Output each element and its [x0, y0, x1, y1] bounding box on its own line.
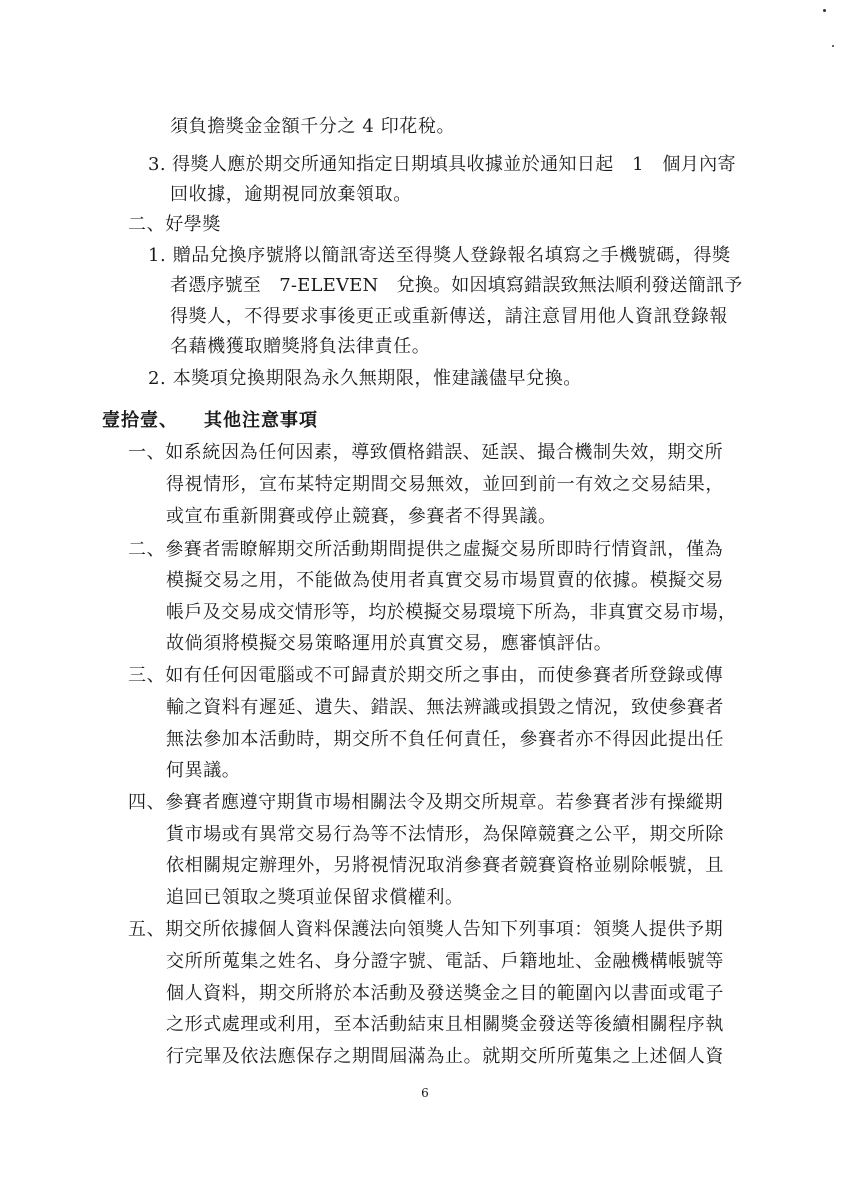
chapter-title: 其他注意事項: [204, 410, 318, 431]
chapter-number: 壹拾壹、: [102, 410, 178, 431]
clause-5-line: 交所所蒐集之姓名、身分證字號、電話、戶籍地址、金融機構帳號等: [166, 951, 724, 972]
clause-4-line: 四、參賽者應遵守期貨市場相關法令及期交所規章。若參賽者涉有操縱期: [128, 792, 724, 813]
clause-2-line: 二、參賽者需瞭解期交所活動期間提供之虛擬交易所即時行情資訊，僅為: [128, 539, 724, 560]
clause-3-line: 三、如有任何因電腦或不可歸責於期交所之事由，而使參賽者所登錄或傳: [128, 665, 724, 686]
list-item-3-line: 回收據，逾期視同放棄領取。: [170, 184, 412, 205]
good-study-item-1-line: 者憑序號至 7-ELEVEN 兌換。如因填寫錯誤致無法順利發送簡訊予: [170, 275, 743, 296]
clause-4-line: 追回已領取之獎項並保留求償權利。: [166, 887, 464, 908]
clause-1-line: 一、如系統因為任何因素，導致價格錯誤、延誤、撮合機制失效，期交所: [128, 442, 724, 463]
clause-2-line: 故倘須將模擬交易策略運用於真實交易，應審慎評估。: [166, 633, 613, 654]
clause-4-line: 貨市場或有異常交易行為等不法情形，為保障競賽之公平，期交所除: [166, 824, 724, 845]
clause-1-line: 得視情形，宣布某特定期間交易無效，並回到前一有效之交易結果，: [166, 474, 724, 495]
clause-2-line: 模擬交易之用，不能做為使用者真實交易市場買賣的依據。模擬交易: [166, 570, 724, 591]
section-heading-good-study-award: 二、好學獎: [128, 214, 221, 235]
clause-5-line: 個人資料，期交所將於本活動及發送獎金之目的範圍內以書面或電子: [166, 983, 724, 1004]
clause-3-line: 何異議。: [166, 760, 241, 781]
good-study-item-1-line: 1. 贈品兌換序號將以簡訊寄送至得獎人登錄報名填寫之手機號碼，得獎: [148, 245, 731, 266]
good-study-item-1-line: 得獎人，不得要求事後更正或重新傳送，請注意冒用他人資訊登錄報: [170, 306, 728, 327]
scan-speck: [823, 9, 826, 12]
clause-2-line: 帳戶及交易成交情形等，均於模擬交易環境下所為，非真實交易市場，: [166, 602, 737, 623]
continuation-line: 須負擔獎金金額千分之 4 印花稅。: [170, 116, 456, 137]
scan-speck: [832, 45, 834, 47]
clause-5-line: 之形式處理或利用，至本活動結束且相關獎金發送等後續相關程序執: [166, 1014, 724, 1035]
clause-3-line: 無法參加本活動時，期交所不負任何責任，參賽者亦不得因此提出任: [166, 729, 724, 750]
good-study-item-2-line: 2. 本獎項兌換期限為永久無期限，惟建議儘早兌換。: [148, 368, 582, 389]
good-study-item-1-line: 名藉機獲取贈獎將負法律責任。: [170, 336, 431, 357]
clause-4-line: 依相關規定辦理外，另將視情況取消參賽者競賽資格並剔除帳號，且: [166, 855, 724, 876]
clause-1-line: 或宣布重新開賽或停止競賽，參賽者不得異議。: [166, 506, 557, 527]
clause-3-line: 輸之資料有遲延、遺失、錯誤、無法辨識或損毀之情況，致使參賽者: [166, 697, 724, 718]
clause-5-line: 五、期交所依據個人資料保護法向領獎人告知下列事項：領獎人提供予期: [128, 919, 724, 940]
clause-5-line: 行完畢及依法應保存之期間屆滿為止。就期交所所蒐集之上述個人資: [166, 1046, 724, 1067]
list-item-3-line: 3. 得獎人應於期交所通知指定日期填具收據並於通知日起 1 個月內寄: [148, 154, 736, 175]
page-number: 6: [421, 1086, 429, 1100]
